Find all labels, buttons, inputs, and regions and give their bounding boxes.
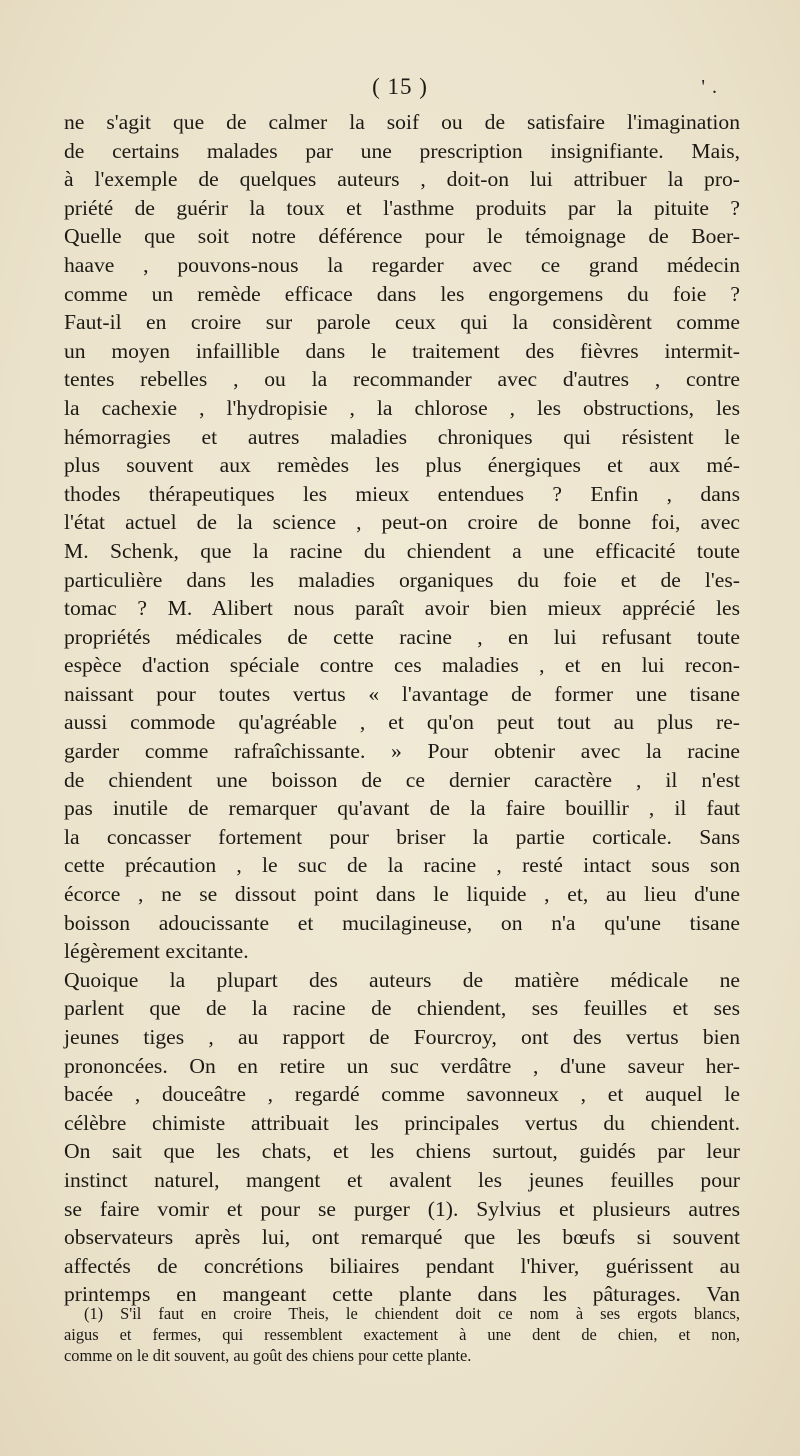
text-line: observateurs après lui, ont remarqué que les bœufs si souvent [64,1225,740,1250]
text-line: bacée , douceâtre , regardé comme savonneux , et auquel le [64,1082,740,1107]
text-line: naissant pour toutes vertus « l'avantage de former une tisane [64,681,740,706]
text-line: thodes thérapeutiques les mieux entendues ? Enfin , dans [64,481,740,506]
text-line: célèbre chimiste attribuait les principales vertus du chiendent. [64,1110,740,1135]
text-line: instinct naturel, mangent et avalent les jeunes feuilles pour [64,1167,740,1192]
text-line: haave , pouvons-nous la regarder avec ce grand médecin [64,252,740,277]
text-line: affectés de concrétions biliaires pendant l'hiver, guérissent au [64,1253,740,1278]
text-line: propriétés médicales de cette racine , en lui refusant toute [64,624,740,649]
text-line: se faire vomir et pour se purger (1). Sylvius et plusieurs autres [64,1196,740,1221]
text-line: Faut-il en croire sur parole ceux qui la considèrent comme [64,310,740,335]
text-line: légèrement excitante. [64,939,249,964]
text-line: prononcées. On en retire un suc verdâtre , d'une saveur her- [64,1053,740,1078]
text-line: à l'exemple de quelques auteurs , doit-on lui attribuer la pro- [64,167,740,192]
text-line: aussi commode qu'agréable , et qu'on peut tout au plus re- [64,710,740,735]
text-line: écorce , ne se dissout point dans le liquide , et, au lieu d'une [64,882,740,907]
text-line: espèce d'action spéciale contre ces maladies , et en lui recon- [64,653,740,678]
text-line: l'état actuel de la science , peut-on croire de bonne foi, avec [64,510,740,535]
footnote-line: (1) S'il faut en croire Theis, le chiendent doit ce nom à ses ergots blancs, [84,1304,740,1323]
text-line: tomac ? M. Alibert nous paraît avoir bien mieux apprécié les [64,596,740,621]
text-line: boisson adoucissante et mucilagineuse, on n'a qu'une tisane [64,910,740,935]
text-line: priété de guérir la toux et l'asthme produits par la pituite ? [64,195,740,220]
text-line: hémorragies et autres maladies chroniques qui résistent le [64,424,740,449]
page-number: ( 15 ) [372,74,428,99]
text-line: On sait que les chats, et les chiens surtout, guidés par leur [64,1139,740,1164]
page-header [0,74,800,100]
text-line: plus souvent aux remèdes les plus énergiques et aux mé- [64,453,740,478]
body-text [64,108,740,1309]
text-line: de chiendent une boisson de ce dernier caractère , il n'est [64,767,740,792]
text-line: garder comme rafraîchissante. » Pour obtenir avec la racine [64,739,740,764]
footnote-line: comme on le dit souvent, au goût des chiens pour cette plante. [64,1346,472,1365]
text-line: particulière dans les maladies organiques du foie et de l'es- [64,567,740,592]
text-line: un moyen infaillible dans le traitement des fièvres intermit- [64,338,740,363]
text-line: jeunes tiges , au rapport de Fourcroy, ont des vertus bien [64,1025,740,1049]
text-line: de certains malades par une prescription insignifiante. Mais, [64,138,740,163]
text-line: la cachexie , l'hydropisie , la chlorose , les obstructions, les [64,395,740,420]
text-line: la concasser fortement pour briser la partie corticale. Sans [64,824,740,849]
text-line: comme un remède efficace dans les engorgemens du foie ? [64,281,740,306]
text-line: M. Schenk, que la racine du chiendent a une efficacité toute [64,538,740,563]
text-line: printemps en mangeant cette plante dans les pâturages. Van [64,1282,740,1307]
text-line: Quelle que soit notre déférence pour le témoignage de Boer- [64,224,740,249]
text-line: cette précaution , le suc de la racine , resté intact sous son [64,853,740,878]
text-line: pas inutile de remarquer qu'avant de la faire bouillir , il faut [64,796,740,821]
text-line: ne s'agit que de calmer la soif ou de satisfaire l'imagination [64,110,740,134]
text-line: Quoique la plupart des auteurs de matière médicale ne [64,967,740,992]
text-line: parlent que de la racine de chiendent, ses feuilles et ses [64,996,740,1021]
text-line: tentes rebelles , ou la recommander avec d'autres , contre [64,367,740,392]
footnote [64,1303,740,1366]
footnote-line: aigus et fermes, qui ressemblent exactement à une dent de chien, et non, [64,1325,740,1344]
corner-mark: ' . [701,76,718,98]
